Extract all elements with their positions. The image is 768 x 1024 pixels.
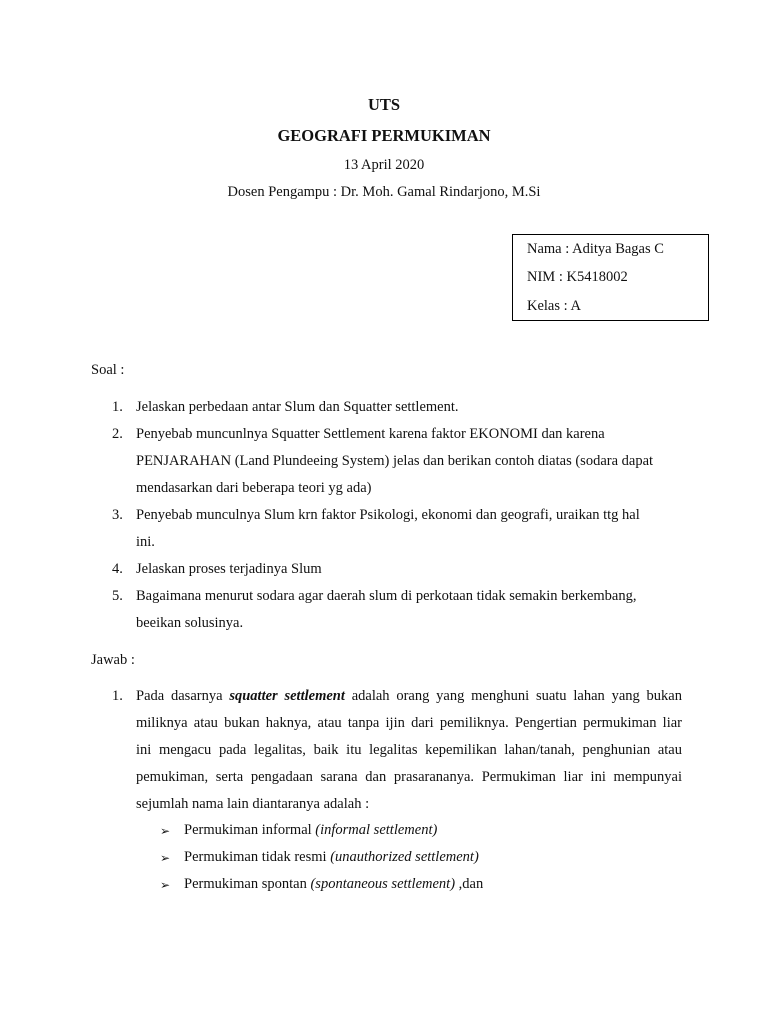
term-squatter-settlement: squatter settlement <box>229 688 345 704</box>
soal-num-5: 5. <box>112 588 123 604</box>
doc-subtitle: GEOGRAFI PERMUKIMAN <box>277 126 491 145</box>
doc-lecturer: Dosen Pengampu : Dr. Moh. Gamal Rindarjono, M.Si <box>227 184 541 200</box>
bullet-item-3-text: Permukiman spontan <box>184 876 311 892</box>
bullet-item-2 <box>184 849 479 866</box>
bullet-item-1-text: Permukiman informal <box>184 822 316 838</box>
jawab-label: Jawab : <box>91 652 135 668</box>
soal-2-line-1: Penyebab muncunlnya Squatter Settlement karena faktor EKONOMI dan karena <box>136 426 605 442</box>
soal-5-line-1: Bagaimana menurut sodara agar daerah slum di perkotaan tidak semakin berkembang, <box>136 588 637 604</box>
jawab-1-line-2: miliknya atau bukan haknya, atau tanpa ijin dari pemiliknya. Pengertian permukiman liar <box>136 715 682 731</box>
jawab-1-line-1-pre: Pada dasarnya <box>136 688 230 704</box>
doc-date: 13 April 2020 <box>343 157 425 173</box>
jawab-1-line-5: sejumlah nama lain diantaranya adalah : <box>136 796 370 812</box>
jawab-1-line-3: ini mengacu pada legalitas, baik itu legalitas kepemilikan lahan/tanah, penghunian atau <box>136 742 682 758</box>
jawab-1-line-4: pemukiman, serta pengadaan sarana dan prasarananya. Permukiman liar ini mempunyai <box>136 769 682 785</box>
soal-3-line-2: ini. <box>136 534 155 550</box>
bullet-item-3-term: (spontaneous settlement) <box>310 876 456 892</box>
bullet-item-3 <box>184 876 483 893</box>
jawab-num-1: 1. <box>112 688 123 704</box>
bullet-item-1-term: (informal settlement) <box>315 822 438 838</box>
student-class: Kelas : A <box>527 298 581 314</box>
doc-title: UTS <box>367 95 401 114</box>
soal-num-1: 1. <box>112 399 123 415</box>
soal-2-line-3: mendasarkan dari beberapa teori yg ada) <box>136 480 372 496</box>
soal-4-line-1: Jelaskan proses terjadinya Slum <box>136 561 322 577</box>
bullet-item-2-text: Permukiman tidak resmi <box>184 849 331 865</box>
bullet-item-2-term: (unauthorized settlement) <box>330 849 479 865</box>
soal-1-line-1: Jelaskan perbedaan antar Slum dan Squatter settlement. <box>136 399 459 415</box>
jawab-1-line-1-post: adalah orang yang menghuni suatu lahan yang bukan <box>344 688 682 704</box>
soal-num-3: 3. <box>112 507 123 523</box>
soal-3-line-1: Penyebab munculnya Slum krn faktor Psikologi, ekonomi dan geografi, uraikan ttg hal <box>136 507 640 523</box>
bullet-item-3-after: ,dan <box>455 876 484 892</box>
soal-num-2: 2. <box>112 426 123 442</box>
student-info-box <box>512 234 709 321</box>
arrow-bullet-icon: ➢ <box>160 824 171 838</box>
student-nim: NIM : K5418002 <box>527 269 628 285</box>
soal-label: Soal : <box>91 362 125 378</box>
soal-5-line-2: beeikan solusinya. <box>136 615 244 631</box>
arrow-bullet-icon: ➢ <box>160 851 171 865</box>
bullet-item-1 <box>184 822 437 839</box>
arrow-bullet-icon: ➢ <box>160 878 171 892</box>
student-name: Nama : Aditya Bagas C <box>527 241 664 257</box>
soal-2-line-2: PENJARAHAN (Land Plundeeing System) jelas dan berikan contoh diatas (sodara dapat <box>136 453 654 469</box>
soal-num-4: 4. <box>112 561 123 577</box>
jawab-1-line-1 <box>136 688 682 705</box>
